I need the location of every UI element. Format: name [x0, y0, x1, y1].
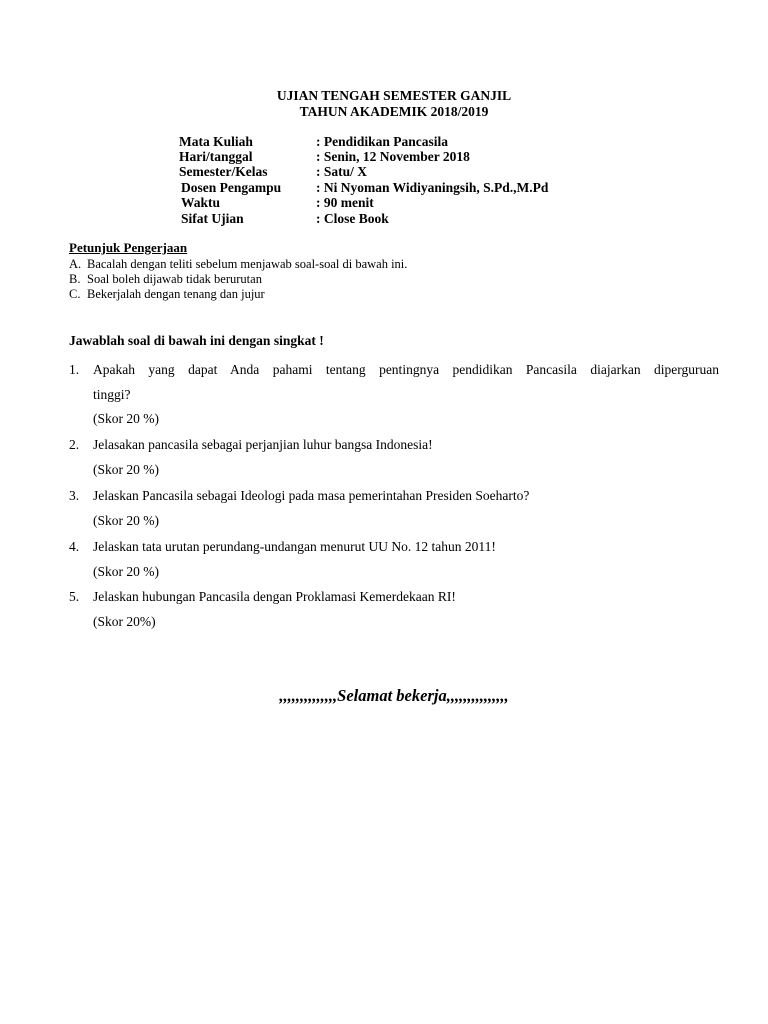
meta-value: : 90 menit: [316, 195, 374, 210]
academic-year: TAHUN AKADEMIK 2018/2019: [299, 104, 489, 119]
meta-value: : Pendidikan Pancasila: [316, 134, 449, 149]
closing-message: ,,,,,,,,,,,,,,Selamat bekerja,,,,,,,,,,,,,,,: [279, 686, 509, 705]
meta-label: Hari/tanggal: [179, 149, 253, 164]
meta-label: Sifat Ujian: [181, 211, 244, 226]
meta-value: : Senin, 12 November 2018: [316, 149, 470, 164]
instruction-text: Bekerjalah dengan tenang dan jujur: [87, 287, 265, 301]
question-number: 2.: [69, 437, 80, 452]
question-text: Apakah yang dapat Anda pahami tentang pentingnya pendidikan Pancasila diajarkan diperguruan: [93, 362, 719, 377]
question-score: (Skor 20 %): [93, 564, 159, 579]
instruction-letter: C.: [69, 287, 81, 301]
question-score: (Skor 20 %): [93, 513, 159, 528]
meta-value: : Close Book: [316, 211, 389, 226]
instruction-item: [69, 257, 407, 272]
meta-value: : Ni Nyoman Widiyaningsih, S.Pd.,M.Pd: [316, 180, 549, 195]
exam-title: UJIAN TENGAH SEMESTER GANJIL: [276, 88, 512, 103]
instructions-heading: Petunjuk Pengerjaan: [69, 240, 188, 255]
question-score: (Skor 20%): [93, 614, 156, 629]
question-text: Jelasakan pancasila sebagai perjanjian luhur bangsa Indonesia!: [93, 437, 433, 452]
meta-label: Mata Kuliah: [179, 134, 253, 149]
meta-label: Dosen Pengampu: [181, 180, 282, 195]
question-number: 1.: [69, 362, 80, 377]
question-number: 4.: [69, 539, 80, 554]
instruction-letter: B.: [69, 272, 81, 286]
instruction-item: [69, 287, 265, 302]
instruction-text: Soal boleh dijawab tidak berurutan: [87, 272, 262, 286]
instruction-text: Bacalah dengan teliti sebelum menjawab soal-soal di bawah ini.: [87, 257, 408, 271]
meta-value: : Satu/ X: [316, 164, 368, 179]
questions-prompt: Jawablah soal di bawah ini dengan singkat !: [69, 333, 324, 348]
question-text: Jelaskan hubungan Pancasila dengan Proklamasi Kemerdekaan RI!: [93, 589, 456, 604]
meta-label: Semester/Kelas: [179, 164, 268, 179]
question-score: (Skor 20 %): [93, 411, 159, 426]
question-number: 5.: [69, 589, 80, 604]
meta-label: Waktu: [181, 195, 221, 210]
question-text: Jelaskan Pancasila sebagai Ideologi pada masa pemerintahan Presiden Soeharto?: [93, 488, 530, 503]
question-text: Jelaskan tata urutan perundang-undangan menurut UU No. 12 tahun 2011!: [93, 539, 496, 554]
question-score: (Skor 20 %): [93, 462, 159, 477]
instruction-letter: A.: [69, 257, 82, 271]
question-text: tinggi?: [93, 387, 131, 402]
instruction-item: [69, 272, 262, 287]
question-number: 3.: [69, 488, 80, 503]
